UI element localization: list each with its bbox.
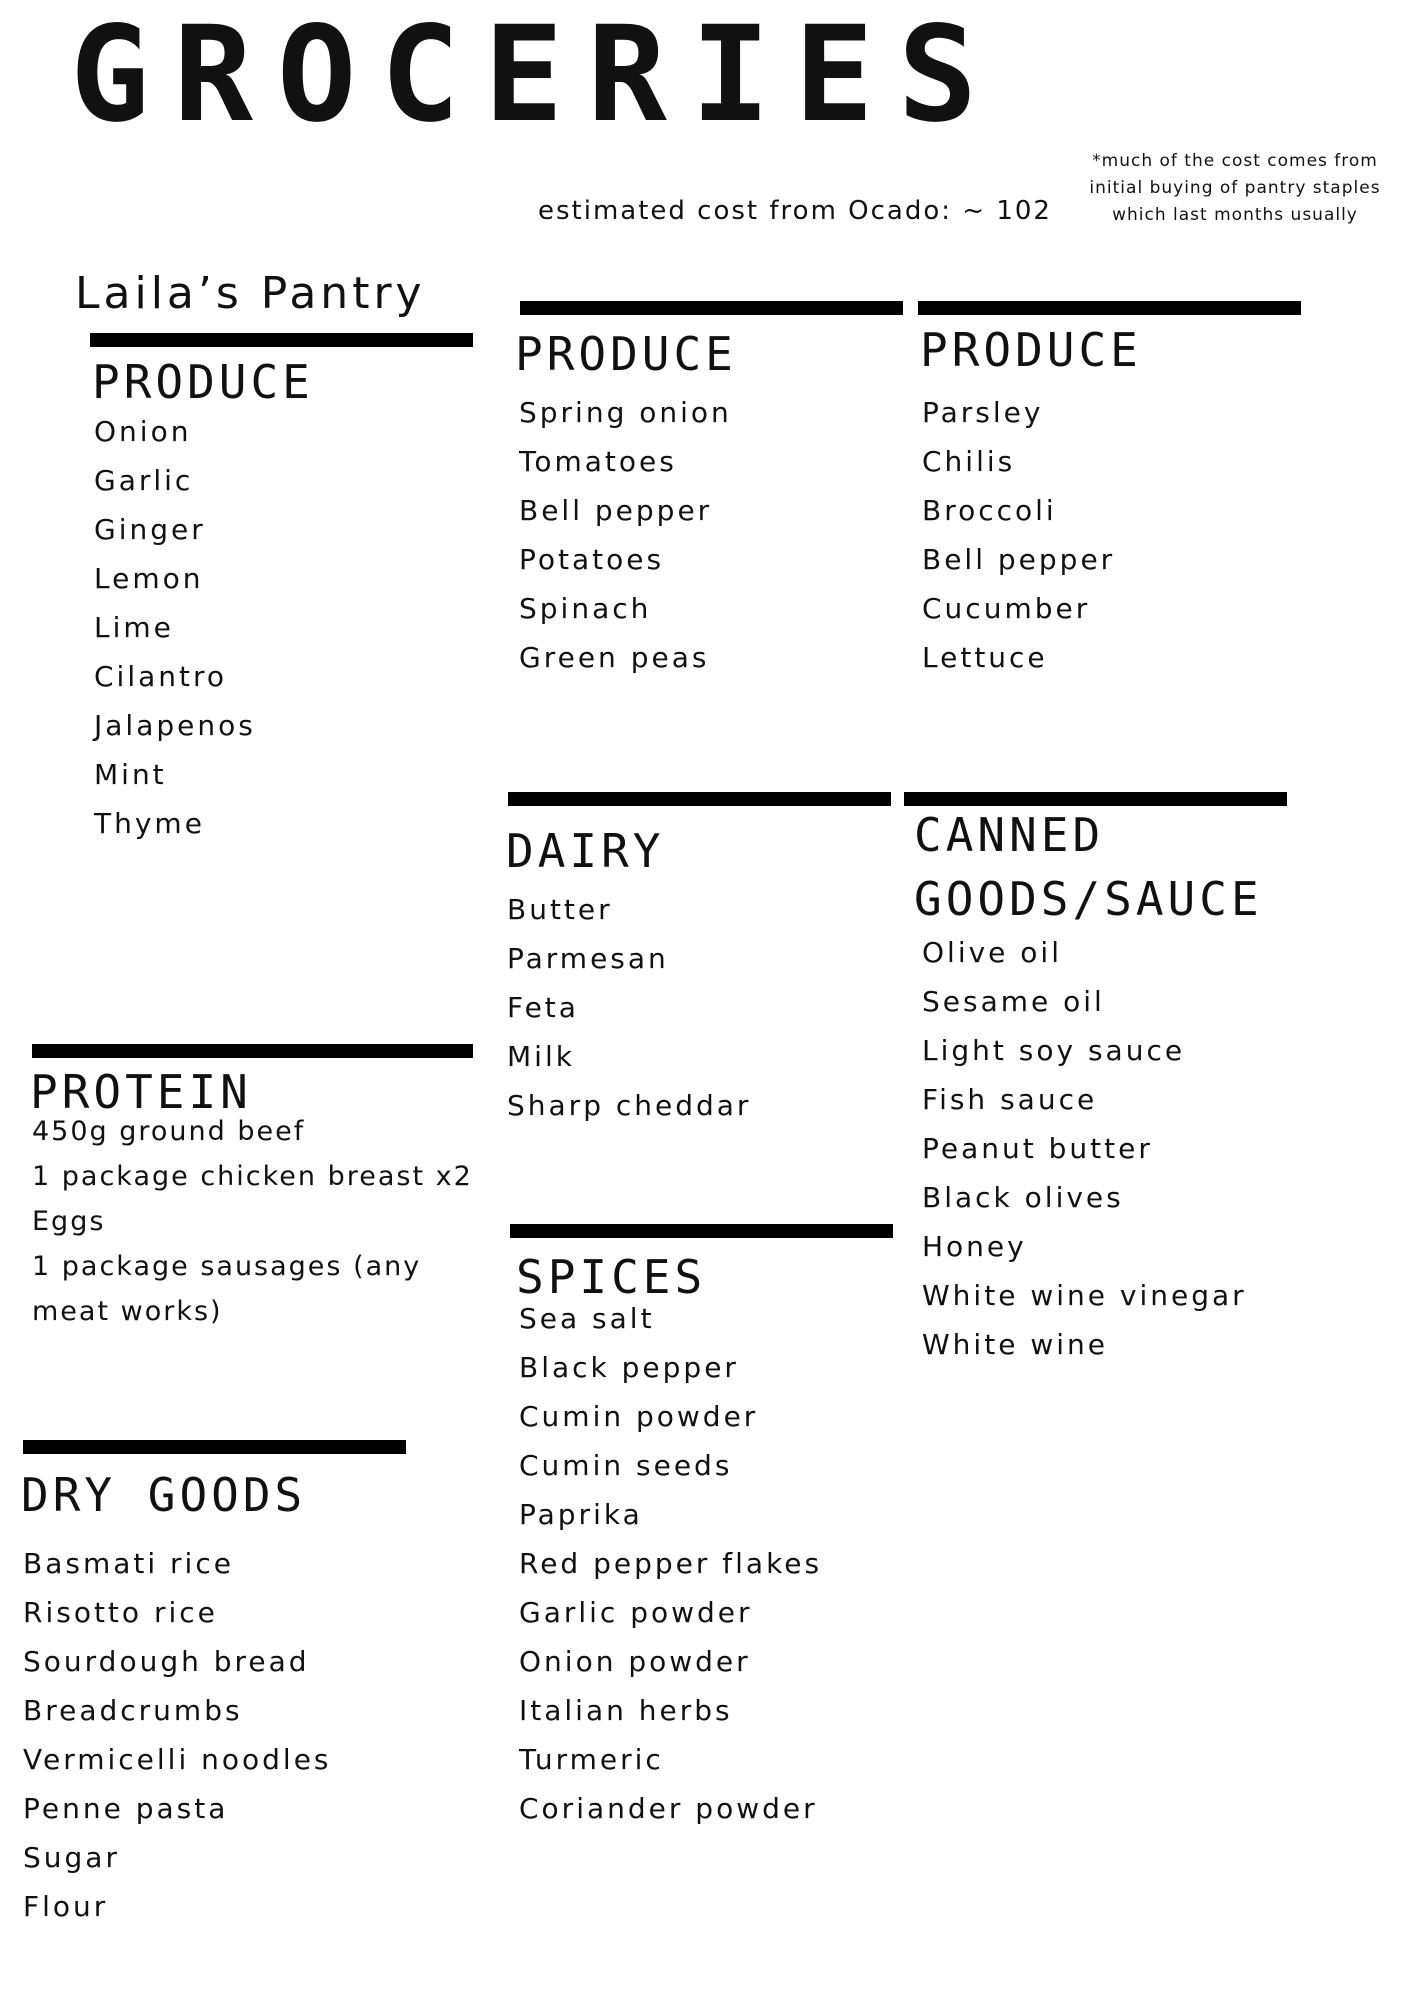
list-item: 1 package sausages (any meat works) — [32, 1251, 422, 1327]
section-heading-line: GOODS/SAUCE — [914, 872, 1263, 926]
list-item: 450g ground beef — [32, 1116, 306, 1147]
list-item: Breadcrumbs — [23, 1694, 243, 1727]
list-item: Garlic powder — [519, 1596, 753, 1629]
list-item: Tomatoes — [519, 445, 677, 478]
list-item: Potatoes — [519, 543, 665, 576]
section-heading-spices: SPICES — [516, 1250, 707, 1304]
list-item: White wine vinegar — [922, 1279, 1247, 1312]
divider-bar — [508, 792, 891, 806]
section-heading-canned-goods — [914, 803, 1263, 931]
list-item: Black pepper — [519, 1351, 739, 1384]
list-item: Chilis — [922, 445, 1016, 478]
list-item: Sea salt — [519, 1302, 655, 1335]
divider-bar — [90, 333, 473, 347]
list-item: Vermicelli noodles — [23, 1743, 332, 1776]
list-item: Peanut butter — [922, 1132, 1153, 1165]
list-item: Sesame oil — [922, 985, 1105, 1018]
list-item: Spring onion — [519, 396, 732, 429]
list-item: Turmeric — [519, 1743, 664, 1776]
list-item: Light soy sauce — [922, 1034, 1186, 1067]
list-item: Butter — [507, 893, 613, 926]
section-heading-produce: PRODUCE — [515, 327, 737, 381]
list-item: Fish sauce — [922, 1083, 1098, 1116]
divider-bar — [520, 301, 903, 315]
list-item: Spinach — [519, 592, 652, 625]
list-item: Green peas — [519, 641, 710, 674]
estimated-cost: estimated cost from Ocado: ~ 102 — [538, 196, 1052, 226]
list-item: Parsley — [922, 396, 1044, 429]
list-item: Mint — [94, 758, 167, 791]
dairy-list — [507, 885, 751, 1130]
dry-goods-list — [23, 1539, 332, 1931]
section-heading-dry-goods: DRY GOODS — [21, 1468, 307, 1522]
list-item: Olive oil — [922, 936, 1062, 969]
divider-bar — [510, 1224, 893, 1238]
section-heading-produce: PRODUCE — [920, 323, 1142, 377]
list-item: Onion — [94, 415, 192, 448]
list-item: Jalapenos — [94, 709, 256, 742]
list-item: Flour — [23, 1890, 109, 1923]
list-item: Lemon — [94, 562, 204, 595]
list-item: Penne pasta — [23, 1792, 229, 1825]
list-item: Cumin seeds — [519, 1449, 733, 1482]
divider-bar — [23, 1440, 406, 1454]
section-heading-dairy: DAIRY — [506, 824, 665, 878]
list-item: Coriander powder — [519, 1792, 818, 1825]
protein-list — [32, 1109, 492, 1334]
list-item: Risotto rice — [23, 1596, 218, 1629]
list-item: Feta — [507, 991, 579, 1024]
list-item: Parmesan — [507, 942, 669, 975]
produce-list — [922, 388, 1115, 682]
list-item: Sugar — [23, 1841, 120, 1874]
list-item: White wine — [922, 1328, 1108, 1361]
cost-note: *much of the cost comes from initial buying of pantry staples which last months usually — [1089, 151, 1381, 225]
list-item: Bell pepper — [922, 543, 1116, 576]
list-item: Ginger — [94, 513, 206, 546]
list-item: 1 package chicken breast x2 — [32, 1161, 473, 1192]
canned-goods-list — [922, 928, 1247, 1369]
list-item: Red pepper flakes — [519, 1547, 823, 1580]
list-item: Bell pepper — [519, 494, 713, 527]
list-item: Lettuce — [922, 641, 1048, 674]
list-item: Lime — [94, 611, 174, 644]
spices-list — [519, 1294, 822, 1833]
list-item: Sharp cheddar — [507, 1089, 752, 1122]
divider-bar — [32, 1044, 473, 1058]
list-item: Honey — [922, 1230, 1027, 1263]
list-item: Basmati rice — [23, 1547, 234, 1580]
list-item: Cucumber — [922, 592, 1091, 625]
section-heading-line: CANNED — [914, 808, 1105, 862]
divider-bar — [918, 301, 1301, 315]
list-item: Milk — [507, 1040, 575, 1073]
list-item: Eggs — [32, 1206, 106, 1237]
list-item: Cumin powder — [519, 1400, 759, 1433]
list-item: Black olives — [922, 1181, 1124, 1214]
list-item: Cilantro — [94, 660, 228, 693]
list-item: Garlic — [94, 464, 194, 497]
section-heading-produce: PRODUCE — [92, 355, 314, 409]
list-item: Sourdough bread — [23, 1645, 310, 1678]
list-item: Onion powder — [519, 1645, 751, 1678]
list-item: Paprika — [519, 1498, 643, 1531]
list-item: Italian herbs — [519, 1694, 733, 1727]
page-title: GROCERIES — [70, 0, 1002, 152]
pantry-owner-label: Laila’s Pantry — [75, 268, 426, 319]
produce-list — [94, 407, 256, 848]
list-item: Thyme — [94, 807, 205, 840]
list-item: Broccoli — [922, 494, 1057, 527]
produce-list — [519, 388, 732, 682]
section-heading-protein: PROTEIN — [30, 1065, 252, 1119]
